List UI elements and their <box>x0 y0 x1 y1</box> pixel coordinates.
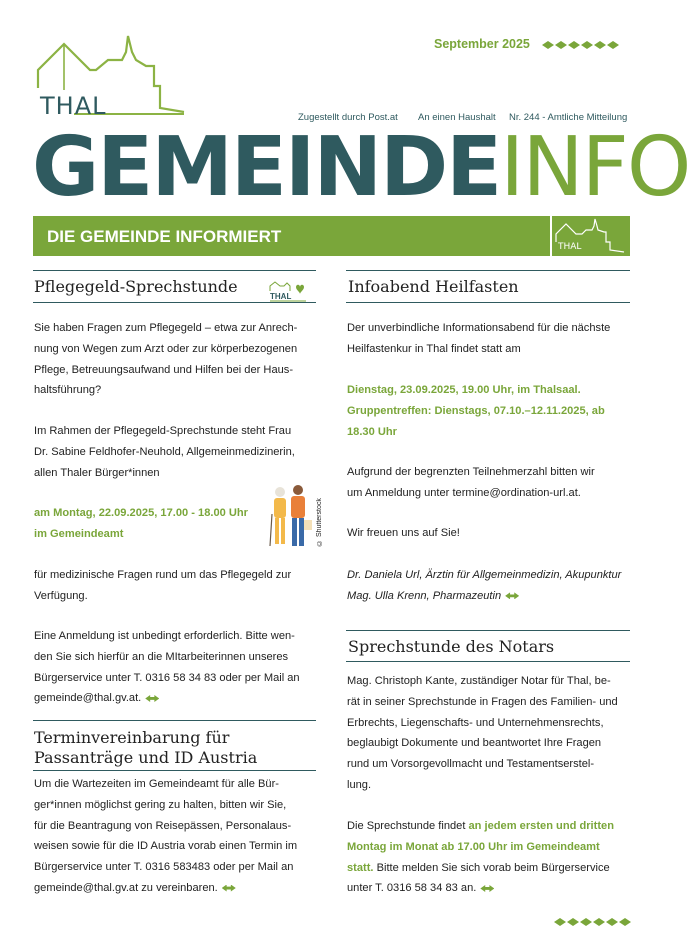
heilfasten-closing: Wir freuen uns auf Sie! <box>347 527 460 539</box>
masthead <box>32 120 689 216</box>
text-span: unter T. 0316 58 34 83 an. <box>347 882 477 895</box>
double-arrow-icon <box>222 885 236 892</box>
text-line: Dr. Sabine Feldhofer-Neuhold, Allgemeinmedizinerin, <box>34 445 295 458</box>
heilfasten-registration <box>347 462 630 504</box>
recipient-note: An einen Haushalt <box>418 112 496 123</box>
text-span: Bitte melden Sie sich vorab beim Bürgerservice <box>373 861 610 874</box>
divider <box>33 270 316 271</box>
divider <box>346 302 630 303</box>
text-line: beglaubigt Dokumente und beantwortet Ihre Fragen <box>347 737 602 750</box>
schedule-highlight: an jedem ersten und dritten <box>468 820 614 832</box>
text-line <box>34 688 316 709</box>
text-line: Dr. Daniela Url, Ärztin für Allgemeinmedizin, Akupunktur <box>347 569 622 581</box>
heilfasten-signature <box>347 565 630 607</box>
diamond-ornament-icon <box>542 41 619 49</box>
text-line: Sie haben Fragen zum Pflegegeld – etwa zur Anrech- <box>34 322 298 334</box>
text-line: Gruppentreffen: Dienstags, 07.10.–12.11.2025, ab <box>347 404 605 417</box>
divider <box>33 720 316 721</box>
pflegegeld-registration <box>34 626 316 709</box>
banner-logo <box>552 216 630 256</box>
thal-badge <box>268 279 308 303</box>
pflegegeld-availability <box>34 565 316 607</box>
text-line: 18.30 Uhr <box>347 425 397 438</box>
pflegegeld-heading: Pflegegeld-Sprechstunde <box>34 277 238 296</box>
badge-text: THAL <box>270 292 292 301</box>
termin-heading <box>34 728 257 768</box>
schedule-highlight: statt. <box>347 861 374 874</box>
text-line: allen Thaler Bürger*innen <box>34 466 160 479</box>
masthead-gemeinde: GEMEINDE <box>32 120 501 215</box>
text-line <box>347 586 630 607</box>
notar-text <box>347 671 630 796</box>
text-line: für medizinische Fragen rund um das Pflegegeld zur <box>34 569 292 581</box>
divider <box>33 770 316 771</box>
text-line: haltsführung? <box>34 384 102 397</box>
text-line: Um die Wartezeiten im Gemeindeamt für alle Bür- <box>34 778 279 790</box>
double-arrow-icon <box>480 885 494 892</box>
logo-text: THAL <box>40 92 107 120</box>
text-line: Mag. Christoph Kante, zuständiger Notar für Thal, be- <box>347 675 611 687</box>
text-line: Im Rahmen der Pflegegeld-Sprechstunde steht Frau <box>34 425 292 437</box>
text-span: gemeinde@thal.gv.at zu vereinbaren. <box>34 881 218 894</box>
text-line <box>34 878 316 899</box>
masthead-info: INFO <box>500 120 689 215</box>
section-banner: DIE GEMEINDE INFORMIERT <box>33 216 550 256</box>
notar-schedule <box>347 816 630 899</box>
heilfasten-heading: Infoabend Heilfasten <box>348 277 519 296</box>
text-line: rund um Vorsorgevollmacht und Testamentserstel- <box>347 758 595 771</box>
text-line: Erbrechts, Liegenschafts- und Unternehmensrechts, <box>347 716 604 729</box>
text-line <box>347 878 630 899</box>
text-line: am Montag, 22.09.2025, 17.00 - 18.00 Uhr <box>34 507 248 519</box>
elderly-couple-illustration <box>266 484 314 550</box>
text-span: Mag. Ulla Krenn, Pharmazeutin <box>347 589 502 602</box>
pflegegeld-intro <box>34 318 316 401</box>
text-line: Aufgrund der begrenzten Teilnehmerzahl bitten wir <box>347 466 595 478</box>
text-line: nung von Wegen zum Arzt oder zur körperbezogenen <box>34 342 298 355</box>
heading-line: Passanträge und ID Austria <box>34 748 258 767</box>
double-arrow-icon <box>505 592 519 599</box>
text-line: weisen sowie für die ID Austria vorab einen Termin im <box>34 840 298 853</box>
text-line: Eine Anmeldung ist unbedingt erforderlich. Bitte wen- <box>34 630 295 642</box>
text-span: Die Sprechstunde findet <box>347 820 469 832</box>
text-line: Heilfastenkur in Thal findet statt am <box>347 342 521 355</box>
heilfasten-intro <box>347 318 630 360</box>
text-line: um Anmeldung unter termine@ordination-url.at. <box>347 486 581 499</box>
text-line <box>347 816 630 837</box>
delivery-note: Zugestellt durch Post.at <box>298 112 398 123</box>
termin-text <box>34 774 316 899</box>
photo-credit: © Shutterstock <box>316 498 323 546</box>
pflegegeld-date <box>34 503 266 545</box>
divider <box>346 630 630 631</box>
text-line: im Gemeindeamt <box>34 527 124 540</box>
text-line <box>347 858 630 879</box>
text-line: Der unverbindliche Informationsabend für die nächste <box>347 322 611 334</box>
heading-line: Terminvereinbarung für <box>34 728 230 747</box>
banner-logo-text: THAL <box>558 242 582 252</box>
notar-heading: Sprechstunde des Notars <box>348 637 555 656</box>
text-line: Pflege, Betreuungsaufwand und Hilfen bei der Haus- <box>34 363 294 376</box>
divider <box>33 302 316 303</box>
text-line: Bürgerservice unter T. 0316 58 34 83 oder per Mail an <box>34 671 300 684</box>
email-link-text: gemeinde@thal.gv.at. <box>34 692 142 705</box>
issue-number: Nr. 244 - Amtliche Mitteilung <box>509 112 628 123</box>
double-arrow-icon <box>145 695 159 702</box>
diamond-ornament-icon <box>554 918 631 926</box>
divider <box>346 661 630 662</box>
issue-date: September 2025 <box>434 37 530 51</box>
text-line: Dienstag, 23.09.2025, 19.00 Uhr, im Thalsaal. <box>347 384 581 396</box>
text-line: ger*innen möglichst gering zu halten, bitten wir Sie, <box>34 798 287 811</box>
thal-logo <box>34 30 194 122</box>
divider <box>346 270 630 271</box>
text-line: lung. <box>347 778 372 791</box>
pflegegeld-details <box>34 421 316 483</box>
text-line: Bürgerservice unter T. 0316 583483 oder per Mail an <box>34 861 294 874</box>
schedule-highlight: Montag im Monat ab 17.00 Uhr im Gemeindeamt <box>347 840 600 853</box>
text-line: rät in seiner Sprechstunde in Fragen des Familien- und <box>347 695 618 708</box>
text-line: für die Beantragung von Reisepässen, Personalaus- <box>34 819 292 832</box>
text-line: den Sie sich hierfür an die MItarbeiterinnen unseres <box>34 650 289 663</box>
heilfasten-dates <box>347 380 630 442</box>
text-line: Verfügung. <box>34 589 88 602</box>
